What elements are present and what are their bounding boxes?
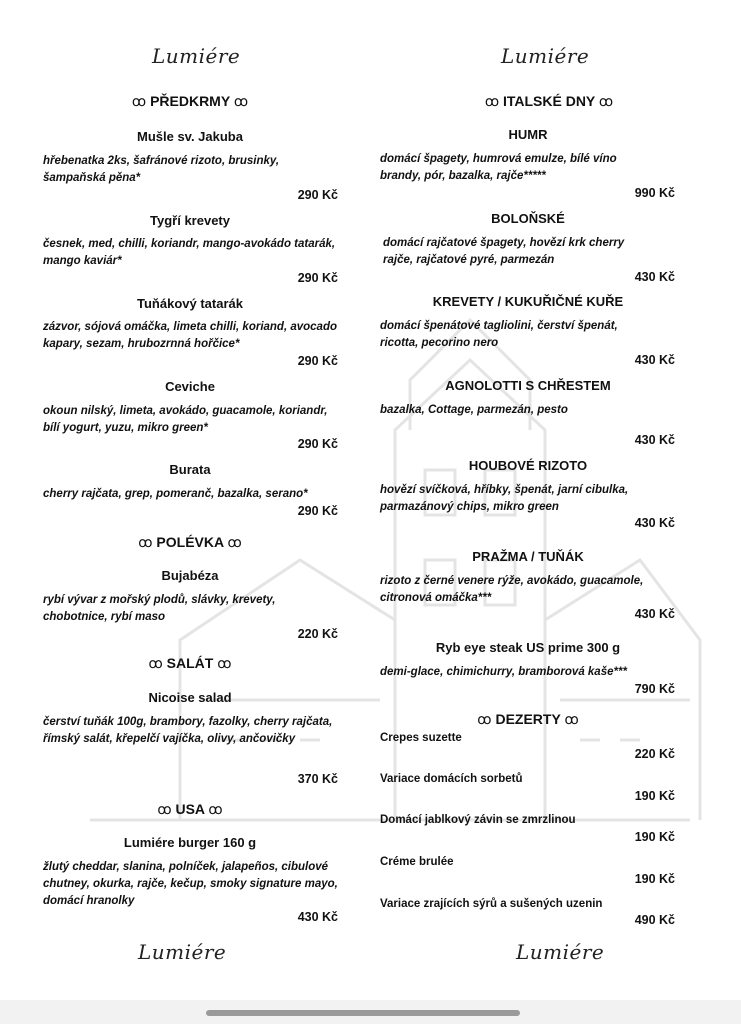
section-header-usa: ꝏ USA ꝏ xyxy=(157,801,223,817)
item-name: Bujabéza xyxy=(161,568,219,583)
item-price: 430 Kč xyxy=(634,353,675,367)
section-header-salat: ꝏ SALÁT ꝏ xyxy=(148,655,232,671)
item-name: Mušle sv. Jakuba xyxy=(137,129,243,144)
ornament-icon: ꝏ xyxy=(564,711,579,727)
item-name: HUMR xyxy=(508,127,548,142)
item-price: 790 Kč xyxy=(634,682,675,696)
section-header-predkrmy: ꝏ PŘEDKRMY ꝏ xyxy=(131,93,249,109)
item-price: 190 Kč xyxy=(634,830,675,844)
item-price: 220 Kč xyxy=(297,627,338,641)
brand-logo-bottom-right: Lumiére xyxy=(516,940,605,964)
item-price: 430 Kč xyxy=(297,910,338,924)
item-name: Ceviche xyxy=(165,379,215,394)
item-price: 220 Kč xyxy=(634,747,675,761)
item-price: 190 Kč xyxy=(634,789,675,803)
item-price: 290 Kč xyxy=(297,354,338,368)
item-name: Lumiére burger 160 g xyxy=(123,835,257,850)
item-price: 290 Kč xyxy=(297,271,338,285)
ornament-icon: ꝏ xyxy=(484,93,500,109)
item-description: zázvor, sójová omáčka, limeta chilli, koriand, avocado kapary, sezam, hrubozrnná hořčice* xyxy=(43,321,338,350)
item-name: Ryb eye steak US prime 300 g xyxy=(435,640,621,655)
item-price: 430 Kč xyxy=(634,433,675,447)
item-name: Nicoise salad xyxy=(148,690,232,705)
ornament-icon: ꝏ xyxy=(131,93,147,109)
brand-logo-bottom-left: Lumiére xyxy=(138,940,227,964)
item-description: žlutý cheddar, slanina, polníček, jalapeños, cibulové chutney, okurka, rajče, kečup, smoky signature mayo, domácí hranolky xyxy=(43,861,338,907)
item-name: HOUBOVÉ RIZOTO xyxy=(468,458,588,473)
ornament-icon: ꝏ xyxy=(148,655,163,671)
item-description: česnek, med, chilli, koriandr, mango-avokádo tatarák, mango kaviár* xyxy=(43,238,336,267)
item-description: cherry rajčata, grep, pomeranč, bazalka, serano* xyxy=(43,488,308,500)
item-name: AGNOLOTTI S CHŘESTEM xyxy=(445,378,611,393)
item-price: 290 Kč xyxy=(297,504,338,518)
item-name: Tuňákový tatarák xyxy=(137,296,243,311)
ornament-icon: ꝏ xyxy=(217,655,232,671)
dessert-name: Variace domácích sorbetů xyxy=(380,773,523,785)
item-price: 430 Kč xyxy=(634,270,675,284)
section-header-polevka: ꝏ POLÉVKA ꝏ xyxy=(138,534,242,550)
item-description: hovězí svíčková, hříbky, špenát, jarní cibulka, parmazánový chips, mikro green xyxy=(380,484,629,513)
brand-logo-top-left: Lumiére xyxy=(152,44,241,68)
item-price: 290 Kč xyxy=(297,437,338,451)
item-description: okoun nilský, limeta, avokádo, guacamole, koriandr, bílí yogurt, yuzu, mikro green* xyxy=(43,405,328,434)
dessert-name: Variace zrajících sýrů a sušených uzenin xyxy=(380,898,603,910)
item-description: domácí špenátové tagliolini, čerství špenát, ricotta, pecorino nero xyxy=(380,320,618,349)
ornament-icon: ꝏ xyxy=(477,711,492,727)
dessert-name: Créme brulée xyxy=(380,856,454,868)
item-name: BOLOŇSKÉ xyxy=(491,211,565,226)
home-indicator[interactable] xyxy=(206,1010,520,1016)
section-header-italske-dny: ꝏ ITALSKÉ DNY ꝏ xyxy=(484,93,614,109)
section-header-dezerty: ꝏ DEZERTY ꝏ xyxy=(477,711,579,727)
item-description: domácí rajčatové špagety, hovězí krk cherry rajče, rajčatové pyré, parmezán xyxy=(383,237,625,266)
item-price: 430 Kč xyxy=(634,516,675,530)
item-price: 430 Kč xyxy=(634,607,675,621)
item-name: PRAŽMA / TUŇÁK xyxy=(472,549,584,564)
item-price: 190 Kč xyxy=(634,872,675,886)
item-description: hřebenatka 2ks, šafránové rizoto, brusinky, šampaňská pěna* xyxy=(43,155,280,184)
item-description: čerství tuňák 100g, brambory, fazolky, cherry rajčata, římský salát, křepelčí vajíčka, olivy, ančovičky xyxy=(43,716,333,745)
item-description: rizoto z černé venere rýže, avokádo, guacamole, citronová omáčka*** xyxy=(380,575,644,604)
ornament-icon: ꝏ xyxy=(138,534,153,550)
item-name: Tygří krevety xyxy=(150,213,230,228)
ornament-icon: ꝏ xyxy=(233,93,249,109)
ornament-icon: ꝏ xyxy=(598,93,614,109)
item-description: demi-glace, chimichurry, bramborová kaše*** xyxy=(380,666,627,678)
dessert-name: Crepes suzette xyxy=(380,732,462,744)
item-description: domácí špagety, humrová emulze, bílé víno brandy, pór, bazalka, rajče***** xyxy=(380,153,617,182)
ornament-icon: ꝏ xyxy=(227,534,242,550)
ornament-icon: ꝏ xyxy=(157,801,172,817)
item-name: Burata xyxy=(169,462,211,477)
item-price: 990 Kč xyxy=(634,186,675,200)
item-price: 290 Kč xyxy=(297,188,338,202)
item-name: KREVETY / KUKUŘIČNÉ KUŘE xyxy=(432,294,624,309)
item-price: 370 Kč xyxy=(297,772,338,786)
ornament-icon: ꝏ xyxy=(208,801,223,817)
item-description: rybí vývar z mořský plodů, slávky, krevety, chobotnice, rybí maso xyxy=(43,594,276,623)
item-price: 490 Kč xyxy=(634,913,675,927)
dessert-name: Domácí jablkový závin se zmrzlinou xyxy=(380,814,576,826)
brand-logo-top-right: Lumiére xyxy=(501,44,590,68)
item-description: bazalka, Cottage, parmezán, pesto xyxy=(380,404,568,416)
